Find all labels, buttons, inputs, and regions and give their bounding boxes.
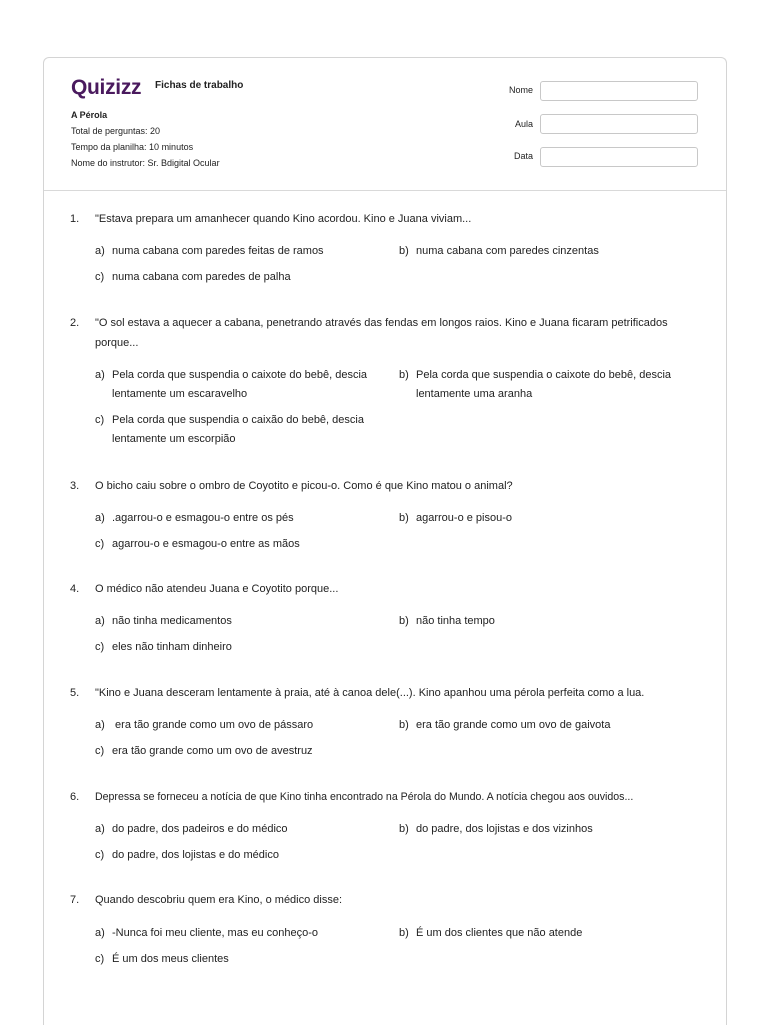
worksheet-title: A Pérola [71, 110, 108, 120]
option-letter: a) [95, 512, 105, 524]
option-letter: a) [95, 823, 105, 835]
option-letter: b) [399, 245, 409, 257]
quizizz-logo: Quizizz [71, 76, 142, 99]
option-text: agarrou-o e esmagou-o entre as mãos [112, 538, 300, 550]
option-text: -Nunca foi meu cliente, mas eu conheço-o [112, 927, 319, 939]
instructor-name: Nome do instrutor: Sr. Bdigital Ocular [71, 158, 220, 168]
date-label: Data [513, 151, 533, 161]
option-text: Pela corda que suspendia o caixote do bebê, descia lentamente um escaravelho [112, 369, 368, 400]
question-number: 3. [70, 480, 80, 492]
total-questions: Total de perguntas: 20 [71, 126, 161, 136]
option-text: numa cabana com paredes de palha [112, 271, 291, 283]
question-number: 4. [70, 583, 80, 595]
worksheet-header [44, 58, 726, 191]
option-letter: c) [95, 271, 105, 283]
option-text: do padre, dos padeiros e do médico [112, 823, 288, 835]
option-text: Pela corda que suspendia o caixote do bebê, descia lentamente uma aranha [416, 369, 672, 400]
option-letter: c) [95, 953, 105, 965]
question-text: Depressa se forneceu a notícia de que Kino tinha encontrado na Pérola do Mundo. A notícia chegou aos ouvidos... [95, 791, 634, 803]
class-label: Aula [514, 119, 533, 129]
option-text: do padre, dos lojistas e do médico [112, 849, 279, 861]
option-text: numa cabana com paredes cinzentas [416, 245, 599, 257]
option-text: eles não tinham dinheiro [112, 641, 232, 653]
name-label: Nome [508, 85, 533, 95]
option-letter: b) [399, 719, 409, 731]
question-text: Quando descobriu quem era Kino, o médico disse: [95, 894, 343, 906]
option-letter: a) [95, 369, 105, 381]
option-letter: a) [95, 927, 105, 939]
worksheet-time: Tempo da planilha: 10 minutos [71, 142, 194, 152]
option-text: .agarrou-o e esmagou-o entre os pés [112, 512, 294, 524]
option-letter: c) [95, 641, 105, 653]
option-letter: b) [399, 369, 409, 381]
option-text: era tão grande como um ovo de gaivota [416, 719, 611, 731]
option-text: não tinha tempo [416, 615, 495, 627]
option-letter: c) [95, 849, 105, 861]
option-text: não tinha medicamentos [112, 615, 232, 627]
date-field[interactable] [540, 147, 698, 167]
option-text: era tão grande como um ovo de avestruz [112, 745, 313, 757]
option-text: numa cabana com paredes feitas de ramos [112, 245, 324, 257]
option-letter: a) [95, 615, 105, 627]
name-field[interactable] [540, 81, 698, 101]
option-letter: b) [399, 927, 409, 939]
option-letter: b) [399, 823, 409, 835]
option-text: do padre, dos lojistas e dos vizinhos [416, 823, 593, 835]
option-letter: a) [95, 245, 105, 257]
question-text: O bicho caiu sobre o ombro de Coyotito e picou-o. Como é que Kino matou o animal? [95, 480, 513, 492]
option-letter: b) [399, 512, 409, 524]
option-text: É um dos clientes que não atende [416, 927, 583, 939]
option-letter: c) [95, 538, 105, 550]
question-number: 2. [70, 317, 80, 329]
question-number: 7. [70, 894, 80, 906]
question-text: "Estava prepara um amanhecer quando Kino acordou. Kino e Juana viviam... [95, 213, 472, 225]
option-text: É um dos meus clientes [112, 953, 229, 965]
option-letter: b) [399, 615, 409, 627]
question-text: O médico não atendeu Juana e Coyotito porque... [95, 583, 339, 595]
class-field[interactable] [540, 114, 698, 134]
worksheet-subtitle: Fichas de trabalho [155, 80, 244, 91]
question-text: "Kino e Juana desceram lentamente à praia, até à canoa dele(...). Kino apanhou uma pérola perfeita como a lua. [95, 687, 645, 699]
question-number: 6. [70, 791, 80, 803]
question-text: "O sol estava a aquecer a cabana, penetrando através das fendas em longos raios. Kino e Juana ficaram petrificados porque... [95, 317, 668, 349]
question-number: 5. [70, 687, 80, 699]
option-letter: a) [95, 719, 105, 731]
option-letter: c) [95, 745, 105, 757]
option-text: agarrou-o e pisou-o [416, 512, 513, 524]
option-text: Pela corda que suspendia o caixão do bebê, descia lentamente um escorpião [112, 414, 364, 445]
option-letter: c) [95, 414, 105, 426]
option-text: era tão grande como um ovo de pássaro [112, 719, 314, 731]
question-number: 1. [70, 213, 80, 225]
